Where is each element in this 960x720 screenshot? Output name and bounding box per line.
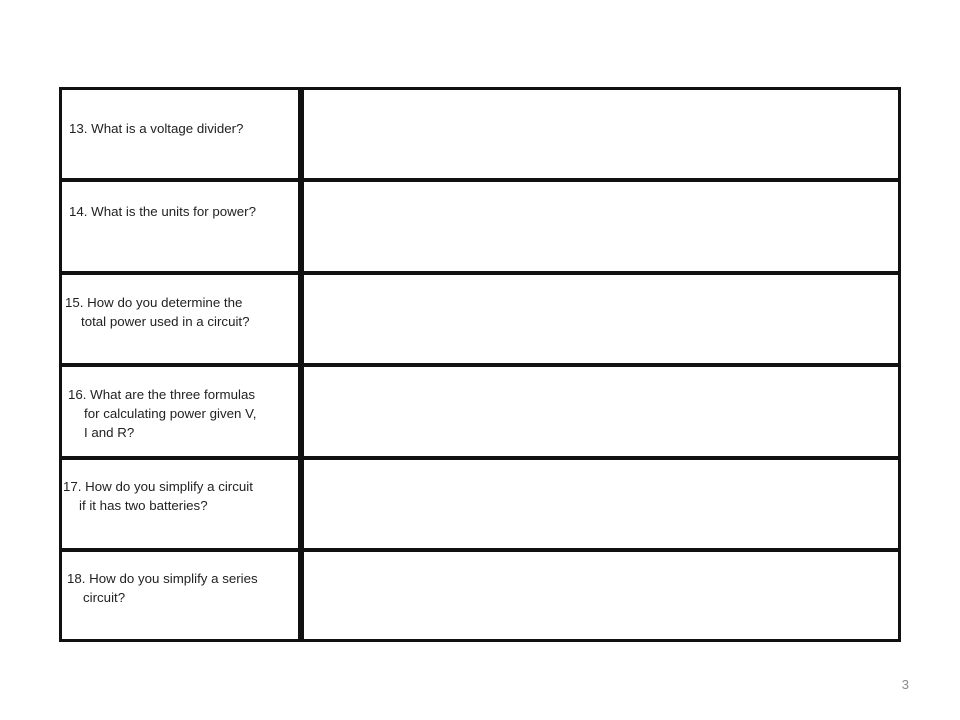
question-15-line-2: total power used in a circuit? [81,314,250,329]
answer-cell-13[interactable] [301,87,901,181]
question-16-line-3: I and R? [84,425,135,440]
question-13-text [69,119,243,138]
answer-cell-16[interactable] [301,364,901,459]
question-17-text [63,477,253,515]
question-14-line-1: 14. What is the units for power? [69,204,256,219]
question-16-line-1: 16. What are the three formulas [68,387,255,402]
page-number: 3 [901,677,909,692]
question-18-text [67,569,258,607]
question-17-line-2: if it has two batteries? [79,498,208,513]
question-17-line-1: 17. How do you simplify a circuit [63,479,253,494]
question-15-line-1: 15. How do you determine the [65,295,243,310]
question-18-line-1: 18. How do you simplify a series [67,571,258,586]
answer-cell-17[interactable] [301,457,901,551]
question-14-text [69,202,256,221]
answer-cell-14[interactable] [301,179,901,274]
answer-cell-18[interactable] [301,549,901,642]
question-13-line-1: 13. What is a voltage divider? [69,121,244,136]
question-16-text [68,385,256,442]
question-16-line-2: for calculating power given V, [84,406,257,421]
question-18-line-2: circuit? [83,590,126,605]
answer-cell-15[interactable] [301,272,901,366]
question-15-text [65,293,250,331]
question-cell-14 [59,179,301,274]
